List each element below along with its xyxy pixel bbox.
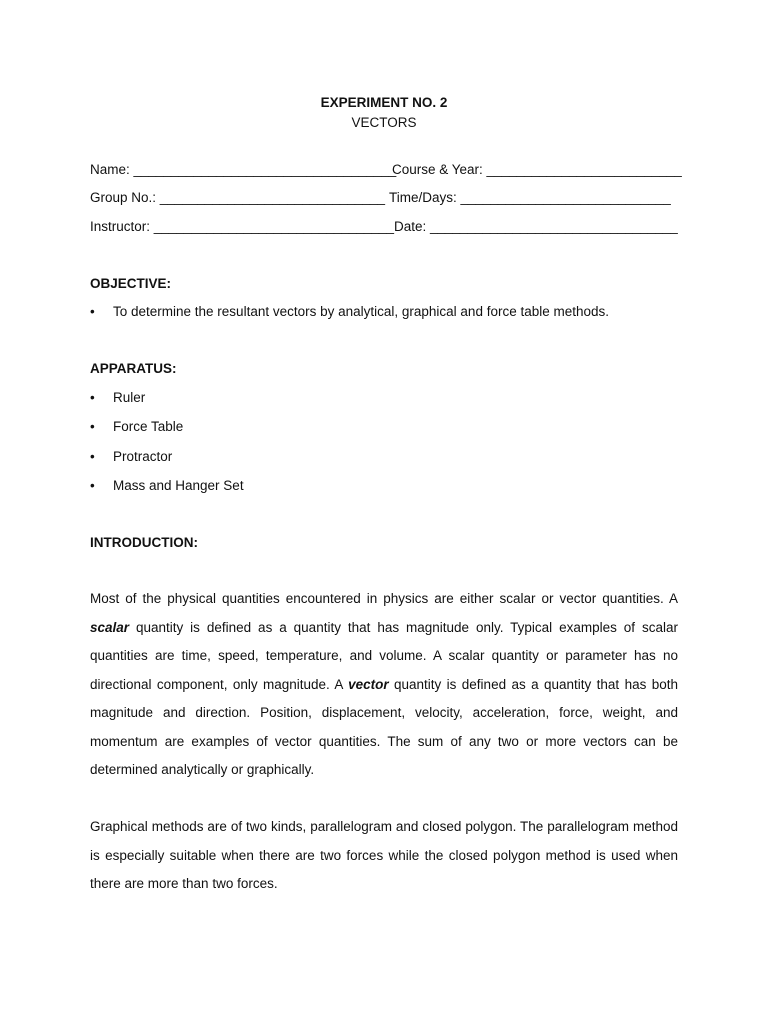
introduction-paragraph-2: Graphical methods are of two kinds, parallelogram and closed polygon. The parallelogram method is especially suitable when there are two forces while the closed polygon method is used when there are more than two forces. xyxy=(90,819,678,891)
date-field: Date: _________________________________ xyxy=(394,219,678,234)
document-subtitle: VECTORS xyxy=(351,115,417,130)
bullet-icon: • xyxy=(90,478,95,493)
bullet-icon: • xyxy=(90,449,95,464)
objective-heading: OBJECTIVE: xyxy=(90,276,172,291)
bullet-icon: • xyxy=(90,419,95,434)
introduction-paragraph-1 xyxy=(90,585,678,785)
time-days-field: Time/Days: ____________________________ xyxy=(389,190,671,205)
apparatus-heading: APPARATUS: xyxy=(90,361,177,376)
paragraph-text: quantity is defined as a quantity that has magnitude only. Typical examples of scalar quantities are time, speed, temperature, and volume. A scalar quantity or parameter has no directional component, only magnitude. A xyxy=(90,619,678,692)
group-no-field: Group No.: ______________________________ xyxy=(90,190,386,205)
document-title: EXPERIMENT NO. 2 xyxy=(320,95,448,110)
apparatus-item-mass-hanger: Mass and Hanger Set xyxy=(113,478,244,493)
course-year-field: Course & Year: __________________________ xyxy=(392,162,682,177)
introduction-heading: INTRODUCTION: xyxy=(90,535,198,550)
name-field: Name: ___________________________________ xyxy=(90,162,397,177)
apparatus-item-ruler: Ruler xyxy=(113,390,146,405)
apparatus-item-force-table: Force Table xyxy=(113,419,184,434)
objective-item: To determine the resultant vectors by analytical, graphical and force table methods. xyxy=(113,304,610,319)
bullet-icon: • xyxy=(90,304,95,319)
paragraph-text: Most of the physical quantities encountered in physics are either scalar or vector quantities. A xyxy=(90,591,678,606)
paragraph-text: quantity is defined as a quantity that has both magnitude and direction. Position, displacement, velocity, acceleration, force, weight, and momentum are examples of vector quantities. The sum of any two or more vectors can be determined analytically or graphically. xyxy=(90,676,678,777)
instructor-field: Instructor: ________________________________ xyxy=(90,219,395,234)
bullet-icon: • xyxy=(90,390,95,405)
term-scalar: scalar xyxy=(90,619,130,635)
term-vector: vector xyxy=(348,676,389,692)
apparatus-item-protractor: Protractor xyxy=(113,449,173,464)
